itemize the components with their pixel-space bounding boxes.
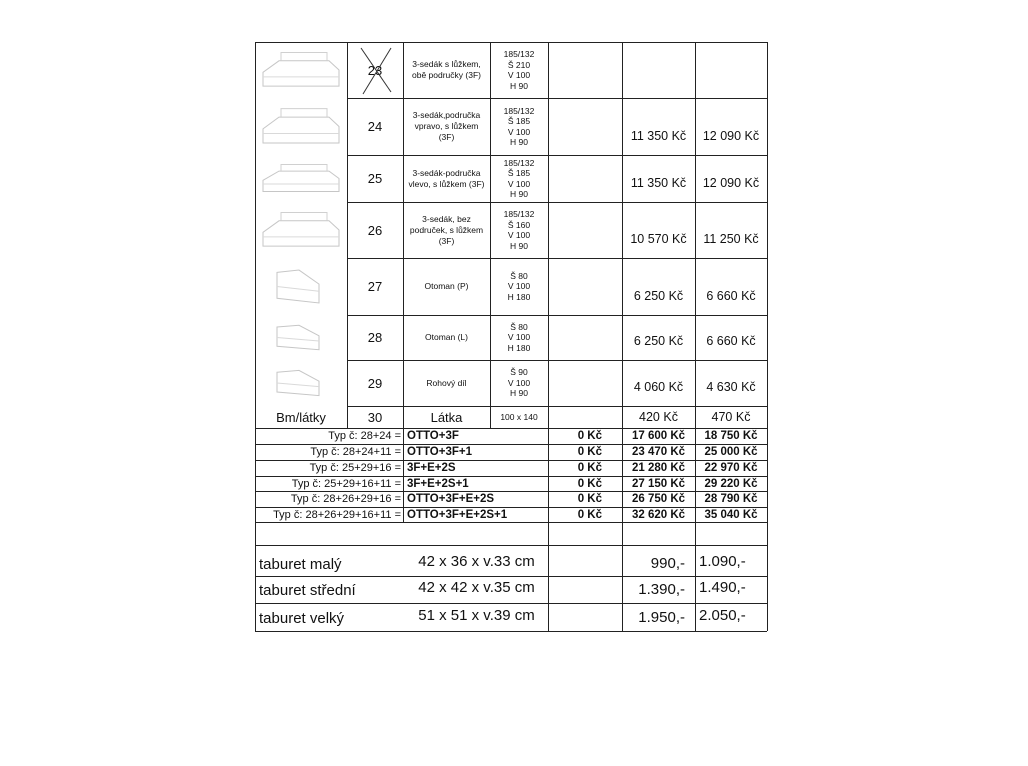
- taburet-price-1-text: 990,-: [650, 555, 685, 572]
- dimension-line: H 90: [510, 388, 528, 399]
- price-category-2-text: 4 630 Kč: [706, 380, 756, 394]
- taburet-size: [405, 551, 548, 572]
- taburet-price-2-text: 2.050,-: [699, 606, 746, 624]
- item-dimensions: [490, 361, 548, 405]
- combo-zero-price-text: 0 Kč: [577, 493, 602, 505]
- grid-line-vertical: [767, 42, 768, 428]
- combo-type-label-text: Typ č: 28+26+29+16+11 =: [273, 508, 401, 521]
- combo-type-label: [255, 476, 403, 491]
- grid-line-vertical: [548, 42, 549, 428]
- combo-price-1-text: 21 280 Kč: [631, 462, 686, 474]
- price-category-2-text: 6 660 Kč: [706, 289, 756, 303]
- item-dimensions: [490, 156, 548, 201]
- combo-zero-price-text: 0 Kč: [577, 446, 602, 458]
- item-dimensions: [490, 203, 548, 257]
- price-category-1: [622, 258, 695, 315]
- item-dimensions: [490, 99, 548, 154]
- price-category-2: [695, 315, 767, 360]
- dimension-line: V 100: [507, 377, 531, 388]
- taburet-price-2: [695, 603, 767, 627]
- item-description-text: Rohový díl: [426, 377, 467, 388]
- combo-price-2-text: 35 040 Kč: [704, 508, 758, 521]
- combo-code: [403, 444, 548, 460]
- combo-code-text: OTTO+3F+E+2S: [407, 493, 495, 505]
- dimension-line: H 90: [510, 137, 528, 147]
- grid-line-horizontal: [255, 631, 767, 632]
- taburet-name: [255, 553, 400, 576]
- item-description: [403, 155, 490, 202]
- item-number: [347, 258, 403, 315]
- combo-type-label-text: Typ č: 28+26+29+16 =: [290, 493, 401, 505]
- item-number: [347, 155, 403, 202]
- dimension-line: V 100: [507, 230, 531, 240]
- price-category-2-text: 12 090 Kč: [702, 176, 760, 190]
- dimension-line: V 100: [507, 70, 531, 80]
- combo-price-2-text: 25 000 Kč: [704, 446, 758, 458]
- combo-zero-price: [548, 460, 622, 476]
- cross-out-mark-icon: [347, 42, 403, 98]
- price-category-1: [622, 98, 695, 155]
- price-category-2: [695, 155, 767, 202]
- dimension-line: V 100: [507, 281, 531, 292]
- price-category-1: [622, 202, 695, 258]
- taburet-price-2: [695, 576, 767, 599]
- fabric-number: [347, 406, 403, 428]
- item-number: [347, 360, 403, 406]
- fabric-price-1: [622, 406, 695, 428]
- dimension-line: H 90: [510, 240, 528, 251]
- sofa-thumbnail-icon: [259, 365, 343, 401]
- taburet-price-1: [622, 576, 695, 603]
- combo-price-2: [695, 460, 767, 476]
- item-dimensions: [490, 259, 548, 314]
- item-number-text: 29: [367, 375, 383, 391]
- combo-price-1: [622, 460, 695, 476]
- taburet-price-1-text: 1.390,-: [638, 581, 685, 598]
- combo-zero-price-text: 0 Kč: [577, 462, 602, 474]
- sofa-thumbnail-icon: [259, 103, 343, 150]
- item-description-text: 3-sedák s lůžkem, obě područky (3F): [412, 59, 481, 80]
- item-description: [403, 360, 490, 406]
- taburet-name: [255, 605, 400, 631]
- combo-code-text: 3F+E+2S: [407, 462, 456, 474]
- taburet-price-1-text: 1.950,-: [638, 608, 685, 626]
- combo-zero-price: [548, 444, 622, 460]
- combo-price-2: [695, 507, 767, 522]
- taburet-price-2: [695, 551, 767, 572]
- item-number-text: 28: [367, 330, 383, 345]
- fabric-price-2-text: 470 Kč: [711, 410, 751, 424]
- item-number-text: 25: [367, 171, 383, 186]
- combo-code-text: OTTO+3F+E+2S+1: [407, 508, 508, 521]
- price-category-1: [622, 360, 695, 406]
- dimension-line: Š 210: [507, 59, 531, 70]
- dimension-line: V 100: [507, 332, 531, 343]
- dimension-line: Š 80: [510, 321, 528, 332]
- sofa-thumbnail-icon: [259, 207, 343, 253]
- price-category-2: [695, 202, 767, 258]
- price-category-1: [622, 315, 695, 360]
- dimension-line: 185/132: [503, 49, 535, 59]
- price-category-2: [695, 42, 767, 98]
- item-description-text: 3-sedák, bez područek, s lůžkem (3F): [409, 213, 484, 246]
- combo-zero-price: [548, 476, 622, 491]
- sofa-thumbnail-icon: [259, 263, 343, 310]
- dimension-line: 185/132: [503, 209, 535, 219]
- combo-type-label: [255, 491, 403, 507]
- combo-code-text: 3F+E+2S+1: [407, 477, 469, 490]
- sofa-thumbnail-icon: [259, 47, 343, 93]
- price-category-2-text: 6 660 Kč: [706, 334, 756, 348]
- item-description: [403, 315, 490, 360]
- combo-price-1: [622, 444, 695, 460]
- fabric-price-1-text: 420 Kč: [639, 410, 678, 424]
- combo-type-label: [255, 444, 403, 460]
- combo-zero-price: [548, 507, 622, 522]
- fabric-dimensions-text: 100 x 140: [500, 411, 538, 422]
- item-number-text: 26: [367, 222, 383, 238]
- fabric-price-2: [695, 406, 767, 428]
- sofa-thumbnail-icon: [259, 320, 343, 355]
- combo-zero-price-text: 0 Kč: [577, 477, 602, 490]
- combo-type-label-text: Typ č: 25+29+16 =: [309, 462, 401, 474]
- combo-type-label-text: Typ č: 28+24+11 =: [310, 446, 401, 458]
- grid-line-vertical: [767, 428, 768, 522]
- grid-line-vertical: [767, 522, 768, 631]
- combo-price-2-text: 29 220 Kč: [704, 477, 758, 490]
- price-category-1-text: 4 060 Kč: [633, 380, 684, 394]
- fabric-label-text: Bm/látky: [276, 409, 326, 425]
- combo-type-label: [255, 507, 403, 522]
- combo-code: [403, 476, 548, 491]
- combo-price-2-text: 18 750 Kč: [704, 430, 758, 442]
- combo-price-2-text: 28 790 Kč: [704, 493, 758, 505]
- taburet-size-text: 42 x 36 x v.33 cm: [418, 553, 535, 570]
- combo-price-1: [622, 491, 695, 507]
- dimension-line: Š 80: [510, 270, 528, 281]
- combo-price-1-text: 26 750 Kč: [631, 493, 686, 505]
- combo-type-label-text: Typ č: 28+24 =: [328, 430, 401, 442]
- combo-price-2: [695, 491, 767, 507]
- item-number-text: 23: [367, 62, 383, 78]
- item-dimensions: [490, 43, 548, 97]
- taburet-size-text: 42 x 42 x v.35 cm: [418, 579, 535, 596]
- item-description-text: Otoman (L): [425, 332, 468, 342]
- dimension-line: H 90: [510, 189, 528, 199]
- price-category-2: [695, 360, 767, 406]
- combo-price-1-text: 17 600 Kč: [631, 430, 686, 442]
- combo-code: [403, 507, 548, 522]
- price-category-1-text: 6 250 Kč: [633, 334, 684, 348]
- price-category-2: [695, 98, 767, 155]
- item-description-text: 3-sedák,područka vpravo, s lůžkem (3F): [412, 110, 481, 142]
- item-description: [403, 258, 490, 315]
- dimension-line: 185/132: [503, 105, 535, 116]
- combo-price-2: [695, 476, 767, 491]
- grid-line-horizontal: [255, 522, 767, 523]
- price-category-1: [622, 42, 695, 98]
- combo-price-2-text: 22 970 Kč: [704, 462, 758, 474]
- combo-type-label: [255, 428, 403, 444]
- price-category-2: [695, 258, 767, 315]
- dimension-line: Š 185: [507, 168, 531, 178]
- combo-code-text: OTTO+3F+1: [407, 446, 472, 458]
- combo-price-2: [695, 428, 767, 444]
- price-category-1-text: 10 570 Kč: [630, 232, 687, 246]
- combo-code: [403, 428, 548, 444]
- fabric-number-text: 30: [367, 409, 383, 425]
- dimension-line: Š 160: [507, 219, 531, 230]
- item-number: [347, 202, 403, 258]
- combo-price-1-text: 32 620 Kč: [631, 508, 686, 521]
- dimension-line: H 90: [510, 80, 528, 91]
- combo-type-label-text: Typ č: 25+29+16+11 =: [291, 477, 401, 490]
- price-category-1-text: 6 250 Kč: [633, 289, 684, 303]
- dimension-line: V 100: [507, 126, 531, 137]
- item-description-text: Otoman (P): [424, 281, 469, 291]
- combo-price-1-text: 27 150 Kč: [631, 477, 686, 490]
- combo-price-1-text: 23 470 Kč: [631, 446, 686, 458]
- dimension-line: 185/132: [503, 157, 535, 168]
- dimension-line: H 180: [507, 342, 531, 353]
- combo-price-1: [622, 428, 695, 444]
- taburet-price-2-text: 1.090,-: [699, 553, 746, 570]
- taburet-price-1: [622, 551, 695, 576]
- item-description: [403, 42, 490, 98]
- item-number-text: 27: [367, 279, 383, 294]
- taburet-name: [255, 578, 400, 603]
- dimension-line: Š 185: [507, 116, 531, 126]
- taburet-name-text: taburet střední: [259, 582, 356, 599]
- combo-zero-price-text: 0 Kč: [577, 430, 602, 442]
- combo-price-1: [622, 507, 695, 522]
- sofa-thumbnail-icon: [259, 160, 343, 197]
- item-description: [403, 98, 490, 155]
- item-description-text: 3-sedák-područka vlevo, s lůžkem (3F): [408, 167, 485, 189]
- price-category-1-text: 11 350 Kč: [630, 176, 687, 190]
- taburet-size: [405, 603, 548, 627]
- price-category-1: [622, 155, 695, 202]
- price-category-1-text: 11 350 Kč: [630, 129, 687, 143]
- dimension-line: H 180: [507, 291, 531, 302]
- combo-zero-price-text: 0 Kč: [577, 508, 602, 521]
- item-description: [403, 202, 490, 258]
- taburet-name-text: taburet velký: [259, 609, 345, 627]
- taburet-size-text: 51 x 51 x v.39 cm: [418, 606, 535, 624]
- combo-price-1: [622, 476, 695, 491]
- combo-type-label: [255, 460, 403, 476]
- item-number-text: 24: [367, 119, 383, 134]
- grid-line-horizontal: [255, 545, 767, 546]
- fabric-dimensions: [490, 406, 548, 428]
- combo-zero-price: [548, 428, 622, 444]
- taburet-name-text: taburet malý: [259, 556, 342, 573]
- taburet-price-1: [622, 603, 695, 631]
- dimension-line: V 100: [507, 178, 531, 189]
- combo-code: [403, 491, 548, 507]
- combo-price-2: [695, 444, 767, 460]
- item-number: [347, 98, 403, 155]
- combo-zero-price: [548, 491, 622, 507]
- price-category-2-text: 12 090 Kč: [702, 129, 760, 143]
- fabric-description: [403, 406, 490, 428]
- fabric-description-text: Látka: [430, 409, 463, 425]
- dimension-line: Š 90: [510, 367, 528, 378]
- taburet-size: [405, 576, 548, 599]
- item-number: [347, 315, 403, 360]
- combo-code: [403, 460, 548, 476]
- taburet-price-2-text: 1.490,-: [699, 579, 746, 596]
- item-dimensions: [490, 316, 548, 359]
- fabric-label: [255, 406, 347, 428]
- combo-code-text: OTTO+3F: [407, 430, 459, 442]
- price-category-2-text: 11 250 Kč: [703, 232, 759, 246]
